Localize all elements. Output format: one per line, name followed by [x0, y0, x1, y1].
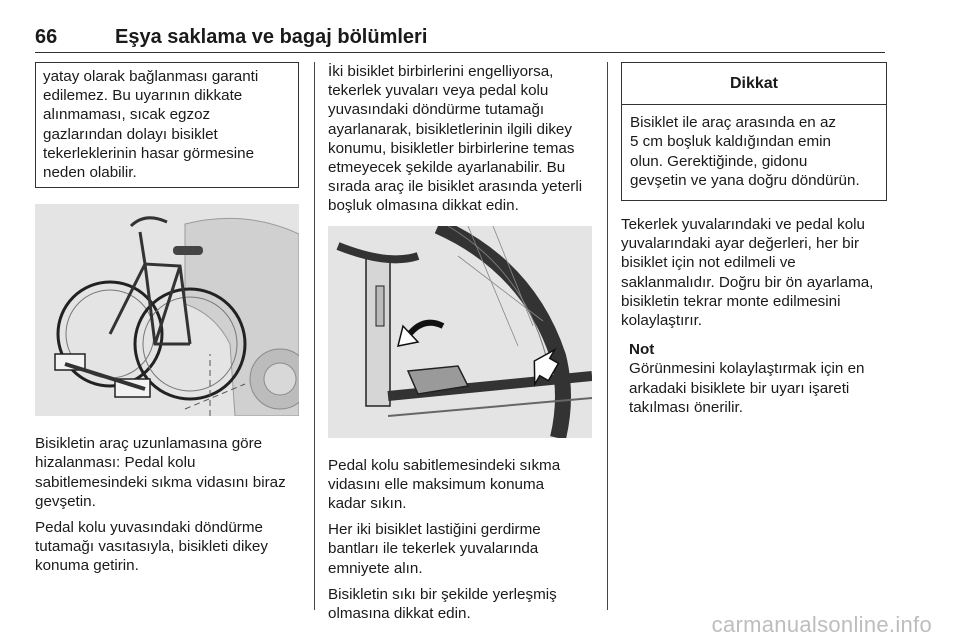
text-line: hizalanması: Pedal kolu [35, 454, 196, 472]
column-divider [314, 62, 315, 610]
text-line: saklanmalıdır. Doğru bir ön ayarlama, [621, 273, 874, 291]
text-line: Bisiklet ile araç arasında en az [630, 114, 836, 132]
text-line: olmasına dikkat edin. [328, 605, 471, 623]
page-header [35, 24, 885, 53]
page-number: 66 [35, 26, 58, 48]
text-line: kolaylaştırır. [621, 312, 703, 330]
text-line: İki bisiklet birbirlerini engelliyorsa, [328, 63, 554, 80]
text-line: boşluk olmasına dikkat edin. [328, 197, 519, 215]
text-line: neden olabilir. [43, 164, 137, 182]
attention-body [622, 105, 886, 200]
text-line: bisikletin tekrar monte edilmesini [621, 292, 841, 310]
text-line: Görünmesini kolaylaştırmak için en [629, 360, 865, 378]
text-line: olun. Gerektiğinde, gidonu [630, 152, 808, 170]
text-line: yuvasındaki döndürme tutamağı [328, 101, 545, 119]
column-left [35, 62, 299, 583]
text-line: takılması önerilir. [629, 398, 743, 416]
text-line: bisiklet için not edilmeli ve [621, 254, 796, 272]
paragraph [35, 434, 299, 511]
paragraph [621, 215, 887, 330]
text-line: Bisikletin araç uzunlamasına göre [35, 435, 263, 453]
text-line: gazlarından dolayı bisiklet [43, 125, 218, 143]
paragraph [328, 585, 593, 623]
text-line: tekerleklerinin hasar görmesine [43, 144, 255, 162]
text-line: Tekerlek yuvalarındaki ve pedal kolu [621, 216, 865, 234]
text-line: sabitlemesindeki sıkma vidasını biraz [35, 473, 286, 491]
text-line: tutamağı vasıtasıyla, bisikleti dikey [35, 538, 268, 556]
text-line: bantları ile tekerlek yuvalarında [328, 540, 539, 558]
pedal-clamp-closeup-illustration [328, 226, 592, 438]
text-line: etmeyecek şekilde ayarlanabilir. Bu [328, 159, 566, 177]
column-middle [328, 62, 593, 630]
text-line: sırada araç ile bisiklet arasında yeterli [328, 178, 583, 196]
text-line: yuvalarındaki ayar değerleri, her bir [621, 235, 860, 253]
note-block [629, 340, 887, 417]
text-line: gevşetin ve yana doğru döndürün. [630, 171, 860, 189]
text-line: Her iki bisiklet lastiğini gerdirme [328, 521, 541, 539]
text-line: alınmaması, sıcak egzoz [43, 106, 211, 124]
text-line: 5 cm boşluk kaldığından emin [630, 133, 831, 151]
attention-title: Dikkat [622, 63, 886, 105]
paragraph [328, 456, 593, 514]
warning-box [35, 62, 299, 188]
text-line: tekerlek yuvaları veya pedal kolu [328, 82, 549, 100]
text-line: konuma getirin. [35, 557, 139, 575]
text-line: Bisikletin sıkı bir şekilde yerleşmiş [328, 585, 557, 603]
bike-carrier-rear-illustration [35, 204, 299, 416]
column-divider [607, 62, 608, 610]
text-line: edilemez. Bu uyarının dikkate [43, 87, 243, 105]
column-right [621, 62, 887, 417]
text-line: yatay olarak bağlanması garanti [43, 68, 259, 85]
page-title: Eşya saklama ve bagaj bölümleri [115, 26, 428, 48]
text-line: gevşetin. [35, 492, 96, 510]
text-line: kadar sıkın. [328, 495, 407, 513]
text-line: vidasını elle maksimum konuma [328, 475, 545, 493]
text-line: emniyete alın. [328, 559, 423, 577]
text-line: konumu, bisikletler birbirlerine temas [328, 139, 575, 157]
text-line: ayarlanarak, bisikletlerinin ilgili dikey [328, 120, 572, 138]
text-line: Pedal kolu yuvasındaki döndürme [35, 519, 263, 537]
paragraph [328, 520, 593, 578]
paragraph [35, 518, 299, 576]
attention-box [621, 62, 887, 201]
text-line: arkadaki bisiklete bir uyarı işareti [629, 379, 850, 397]
note-title: Not [629, 341, 655, 359]
watermark-text: carmanualsonline.info [711, 612, 932, 637]
text-line: Pedal kolu sabitlemesindeki sıkma [328, 456, 561, 474]
paragraph [328, 62, 593, 216]
